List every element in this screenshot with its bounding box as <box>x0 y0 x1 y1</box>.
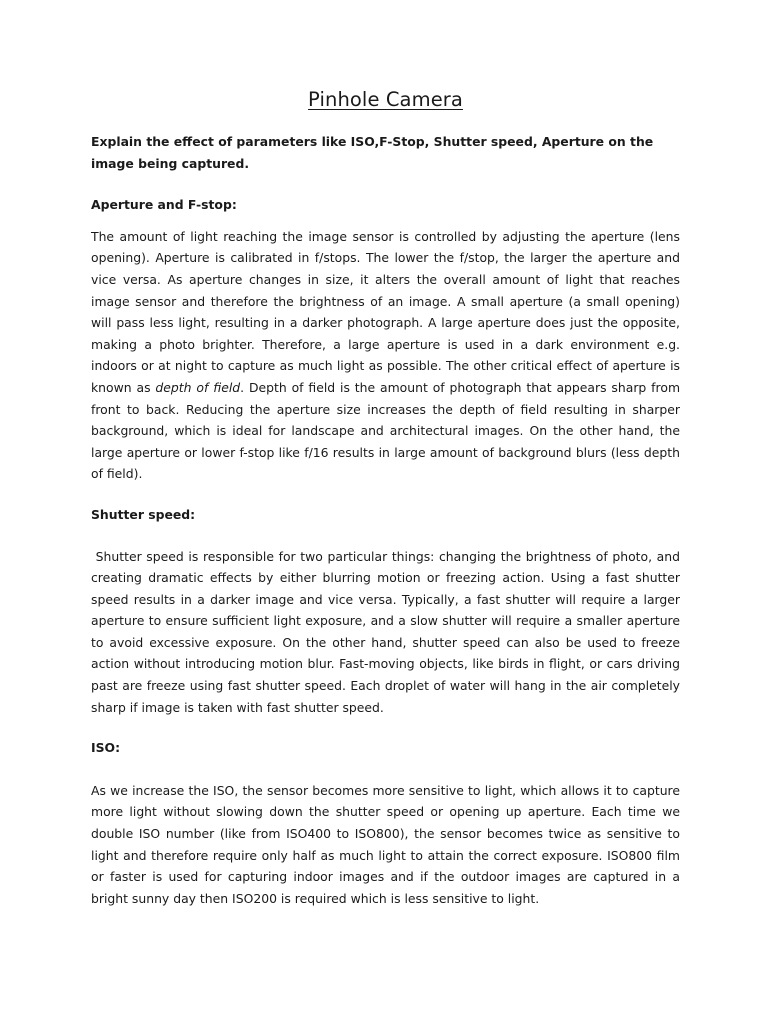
depth-of-field-term: depth of field <box>155 379 241 395</box>
document-title: Pinhole Camera <box>308 88 463 111</box>
shutter-paragraph: Shutter speed is responsible for two particular things: changing the brightness of photo, and creating dramatic effects by either blurring motion or freezing action. Using a fast shutter speed results in a darker image and vice versa. Typically, a fast shutter will require a larger aperture to ensure sufficient light exposure, and a slow shutter will require a smaller aperture to avoid excessive exposure. On the other hand, shutter speed can also be used to freeze action without introducing motion blur. Fast-moving objects, like birds in flight, or cars driving past are freeze using fast shutter speed. Each droplet of water will hang in the air completely sharp if image is taken with fast shutter speed. <box>91 548 684 715</box>
aperture-text-part-1: The amount of light reaching the image sensor is controlled by adjusting the aperture (lens opening). Aperture is calibrated in f/stops. The lower the f/stop, the larger the aperture and vice versa. As aperture changes in size, it alters the overall amount of light that reaches image sensor and therefore the brightness of an image. A small aperture (a small opening) will pass less light, resulting in a darker photograph. A large aperture does just the opposite, making a photo brighter. Therefore, a large aperture is used in a dark environment e.g. indoors or at night to capture as much light as possible. The other critical effect of aperture is known as <box>91 228 680 395</box>
aperture-paragraph <box>91 226 680 485</box>
shutter-heading: Shutter speed: <box>91 506 196 522</box>
aperture-heading: Aperture and F-stop: <box>91 197 237 213</box>
iso-paragraph: As we increase the ISO, the sensor becomes more sensitive to light, which allows it to capture more light without slowing down the shutter speed or opening up aperture. Each time we double ISO number (like from ISO400 to ISO800), the sensor becomes twice as sensitive to light and therefore require only half as much light to attain the correct exposure. ISO800 film or faster is used for capturing indoor images and if the outdoor images are captured in a bright sunny day then ISO200 is required which is less sensitive to light. <box>91 782 680 906</box>
iso-heading: ISO: <box>91 740 121 756</box>
aperture-text-part-2: . Depth of field is the amount of photograph that appears sharp from front to back. Reducing the aperture size increases the depth of field resulting in sharper background, which is ideal for landscape and architectural images. On the other hand, the large aperture or lower f-stop like f/16 results in large amount of background blurs (less depth of field). <box>91 379 681 482</box>
assignment-question: Explain the effect of parameters like ISO,F-Stop, Shutter speed, Aperture on the image being captured. <box>91 134 654 171</box>
